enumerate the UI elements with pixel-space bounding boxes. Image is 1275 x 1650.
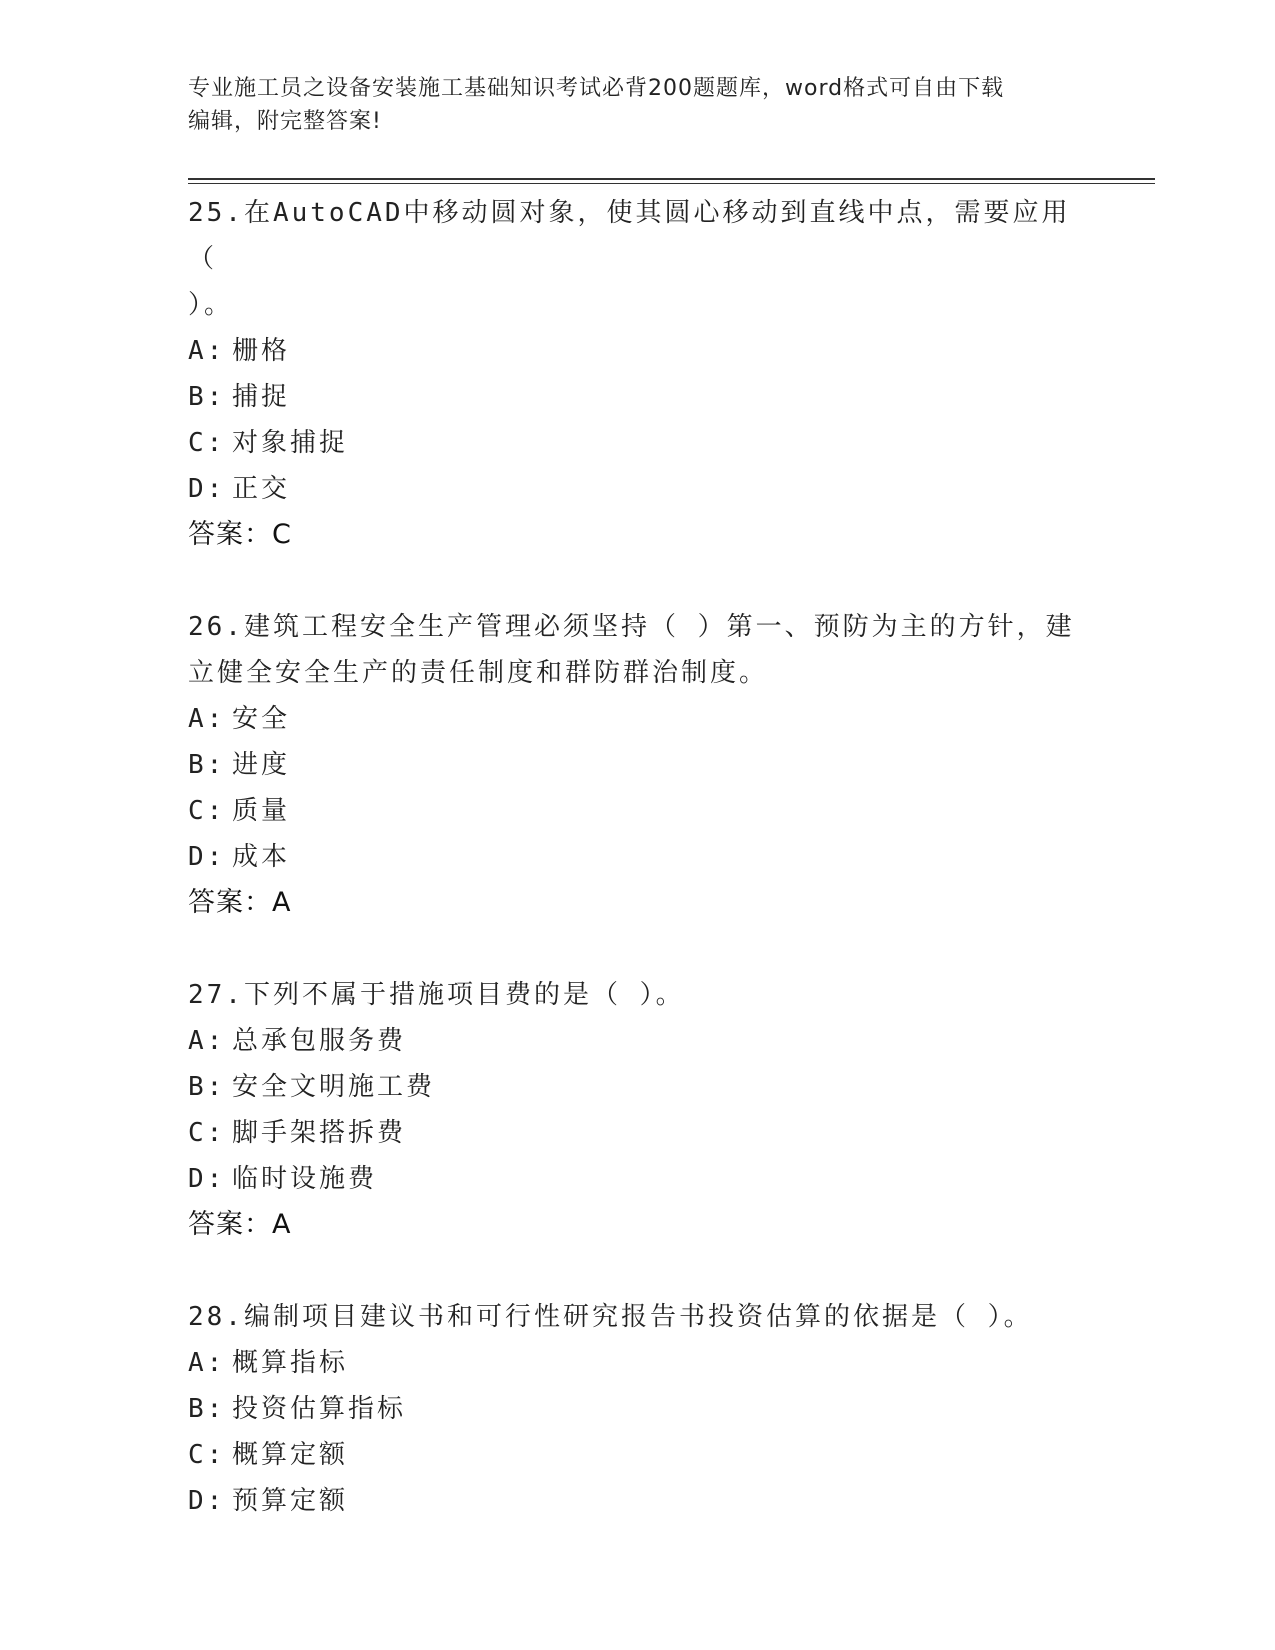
option-text: 概算指标 [232, 1348, 349, 1378]
option-d [188, 1156, 1088, 1202]
option-text: 安全文明施工费 [232, 1072, 436, 1102]
option-text: 安全 [232, 704, 291, 734]
option-text: 正交 [232, 474, 291, 504]
question-28 [188, 1294, 1088, 1524]
option-text: 对象捕捉 [232, 428, 349, 458]
option-c [188, 1110, 1088, 1156]
option-key: D: [188, 842, 226, 872]
question-25 [188, 190, 1088, 558]
option-c [188, 1432, 1088, 1478]
option-a [188, 1340, 1088, 1386]
question-stem [188, 1294, 1088, 1340]
option-text: 质量 [232, 796, 291, 826]
option-b [188, 1386, 1088, 1432]
option-c [188, 788, 1088, 834]
question-stem [188, 972, 1088, 1018]
option-a [188, 1018, 1088, 1064]
option-text: 预算定额 [232, 1486, 349, 1516]
answer-line: 答案：C [188, 519, 292, 550]
question-26 [188, 604, 1088, 926]
question-stem [188, 190, 1088, 328]
header-divider-thin [188, 183, 1155, 184]
option-b [188, 742, 1088, 788]
option-key: C: [188, 796, 226, 826]
option-key: A: [188, 336, 226, 366]
option-d [188, 834, 1088, 880]
option-key: A: [188, 1026, 226, 1056]
option-key: C: [188, 428, 226, 458]
question-stem [188, 604, 1088, 696]
document-header [188, 72, 1068, 138]
header-line-2: 编辑，附完整答案! [188, 109, 382, 134]
option-text: 栅格 [232, 336, 291, 366]
option-d [188, 1478, 1088, 1524]
header-divider-thick [188, 178, 1155, 180]
option-key: D: [188, 1486, 226, 1516]
question-stem-line-1: 26.建筑工程安全生产管理必须坚持（ ）第一、预防为主的方针，建 [188, 612, 1075, 642]
question-stem-line-1: 25.在AutoCAD中移动圆对象，使其圆心移动到直线中点，需要应用（ [188, 198, 1071, 274]
option-text: 捕捉 [232, 382, 291, 412]
option-key: C: [188, 1118, 226, 1148]
option-d [188, 466, 1088, 512]
option-key: A: [188, 1348, 226, 1378]
option-key: B: [188, 750, 226, 780]
option-a [188, 696, 1088, 742]
option-b [188, 1064, 1088, 1110]
option-key: A: [188, 704, 226, 734]
answer-line: 答案：A [188, 1209, 292, 1240]
question-stem-line-1: 27.下列不属于措施项目费的是（ ）。 [188, 980, 685, 1010]
question-stem-line-2: ）。 [188, 290, 234, 320]
question-27 [188, 972, 1088, 1248]
option-key: D: [188, 474, 226, 504]
option-text: 投资估算指标 [232, 1394, 407, 1424]
option-key: B: [188, 1072, 226, 1102]
header-line-1: 专业施工员之设备安装施工基础知识考试必背200题题库，word格式可自由下载 [188, 76, 1005, 101]
option-b [188, 374, 1088, 420]
option-c [188, 420, 1088, 466]
option-a [188, 328, 1088, 374]
option-text: 脚手架搭拆费 [232, 1118, 407, 1148]
answer-line: 答案：A [188, 887, 292, 918]
option-key: C: [188, 1440, 226, 1470]
option-key: B: [188, 1394, 226, 1424]
option-key: B: [188, 382, 226, 412]
option-key: D: [188, 1164, 226, 1194]
option-text: 概算定额 [232, 1440, 349, 1470]
question-list [188, 190, 1088, 1570]
question-stem-line-1: 28.编制项目建议书和可行性研究报告书投资估算的依据是（ ）。 [188, 1302, 1033, 1332]
option-text: 总承包服务费 [232, 1026, 407, 1056]
option-text: 进度 [232, 750, 291, 780]
question-stem-line-2: 立健全安全生产的责任制度和群防群治制度。 [188, 658, 769, 688]
option-text: 临时设施费 [232, 1164, 378, 1194]
option-text: 成本 [232, 842, 291, 872]
